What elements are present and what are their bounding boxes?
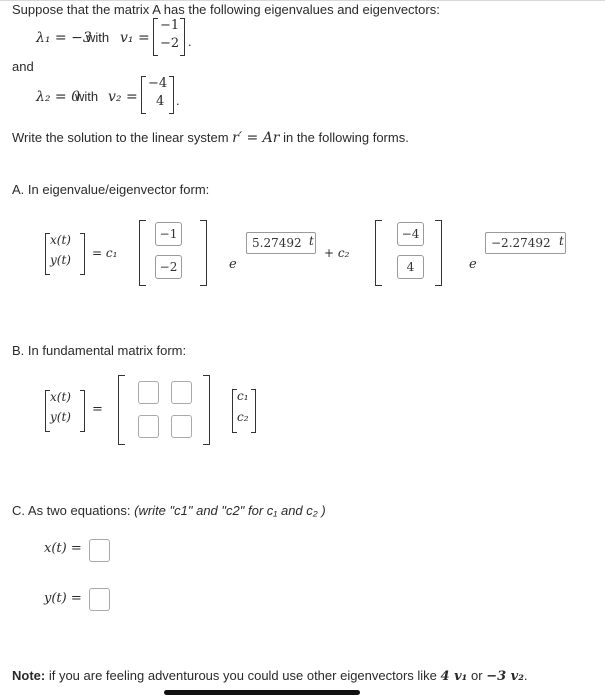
v2-bracket-left xyxy=(141,76,146,114)
a-xt: x(t) xyxy=(50,233,71,247)
note-line xyxy=(12,668,528,684)
v1-period: . xyxy=(188,34,192,49)
a-vec2-bracket-left xyxy=(375,220,382,286)
b-matrix-bracket-left xyxy=(118,375,125,445)
v1-lhs: v₁ = xyxy=(120,30,150,46)
a-t1: t xyxy=(309,234,314,248)
v1-bracket-right xyxy=(180,18,185,56)
c-x-input[interactable] xyxy=(89,539,110,562)
note-text: if you are feeling adventurous you could use other eigenvectors like xyxy=(48,668,437,683)
note-expr1: 4 v₁ xyxy=(440,669,468,684)
c-x-lhs: x(t) = xyxy=(44,541,82,556)
b-matrix-bracket-right xyxy=(203,375,210,445)
c-y-lhs: y(t) = xyxy=(44,591,82,606)
a-vec2-input-top[interactable]: −4 xyxy=(397,222,424,246)
b-xy-bracket-right xyxy=(80,390,85,432)
a-exponent1-input[interactable]: 5.27492 xyxy=(246,232,316,254)
part-c-heading-italic: (write "c1" and "c2" for c₁ and c₂ ) xyxy=(134,503,326,518)
a-vec2-bracket-right xyxy=(435,220,442,286)
write-line xyxy=(12,130,409,146)
note-expr2: −3 v₂ xyxy=(486,669,524,684)
a-t2: t xyxy=(559,234,564,248)
v1-bracket-left xyxy=(153,18,158,56)
a-e2: e xyxy=(469,257,477,272)
part-a-heading: A. In eigenvalue/eigenvector form: xyxy=(12,182,210,197)
with-text-1: with xyxy=(86,30,110,45)
a-eq-c1: = c₁ xyxy=(92,246,118,260)
v2-bottom: 4 xyxy=(156,94,165,109)
intro-text: Suppose that the matrix A has the following eigenvalues and eigenvectors: xyxy=(12,2,440,17)
v1-top: −1 xyxy=(160,18,180,33)
note-end: . xyxy=(523,668,528,683)
write-equation: r′ = Ar xyxy=(232,130,280,146)
a-vec1-bracket-right xyxy=(200,220,207,286)
b-matrix-input-21[interactable] xyxy=(138,415,159,438)
lambda2: λ₂ = 0 xyxy=(36,89,81,105)
c-y-input[interactable] xyxy=(89,588,110,611)
write-line-post: in the following forms. xyxy=(283,130,409,145)
v2-period: . xyxy=(176,93,180,108)
b-xt: x(t) xyxy=(50,390,71,404)
part-c-heading xyxy=(12,503,326,518)
top-border xyxy=(0,0,605,1)
and-text: and xyxy=(12,59,34,74)
b-matrix-input-22[interactable] xyxy=(171,415,192,438)
part-b-heading: B. In fundamental matrix form: xyxy=(12,343,187,358)
b-c2: c₂ xyxy=(237,410,249,424)
a-vec1-input-bottom[interactable]: −2 xyxy=(155,255,182,279)
part-c-heading-plain: C. As two equations: xyxy=(12,503,131,518)
home-indicator xyxy=(164,690,360,695)
v1-bottom: −2 xyxy=(160,36,180,51)
b-matrix-input-12[interactable] xyxy=(171,381,192,404)
b-c1: c₁ xyxy=(237,389,249,403)
b-c-bracket-right xyxy=(251,389,256,433)
v2-lhs: v₂ = xyxy=(108,89,138,105)
lambda1: λ₁ = −3 xyxy=(36,30,92,46)
a-plus-c2: + c₂ xyxy=(324,246,350,260)
a-yt: y(t) xyxy=(50,253,71,267)
write-line-pre: Write the solution to the linear system xyxy=(12,130,229,145)
v2-top: −4 xyxy=(148,76,168,91)
a-e1: e xyxy=(229,257,237,272)
a-vec1-input-top[interactable]: −1 xyxy=(155,222,182,246)
b-eq: = xyxy=(92,402,103,417)
b-yt: y(t) xyxy=(50,410,71,424)
v2-bracket-right xyxy=(169,76,174,114)
a-vec1-bracket-left xyxy=(139,220,146,286)
a-vec2-input-bottom[interactable]: 4 xyxy=(397,255,424,279)
with-text-2: with xyxy=(75,89,99,104)
a-xy-bracket-right xyxy=(80,233,85,275)
b-matrix-input-11[interactable] xyxy=(138,381,159,404)
note-or: or xyxy=(471,668,483,683)
a-exponent2-input[interactable]: −2.27492 xyxy=(485,232,566,254)
note-label: Note: xyxy=(12,668,46,683)
